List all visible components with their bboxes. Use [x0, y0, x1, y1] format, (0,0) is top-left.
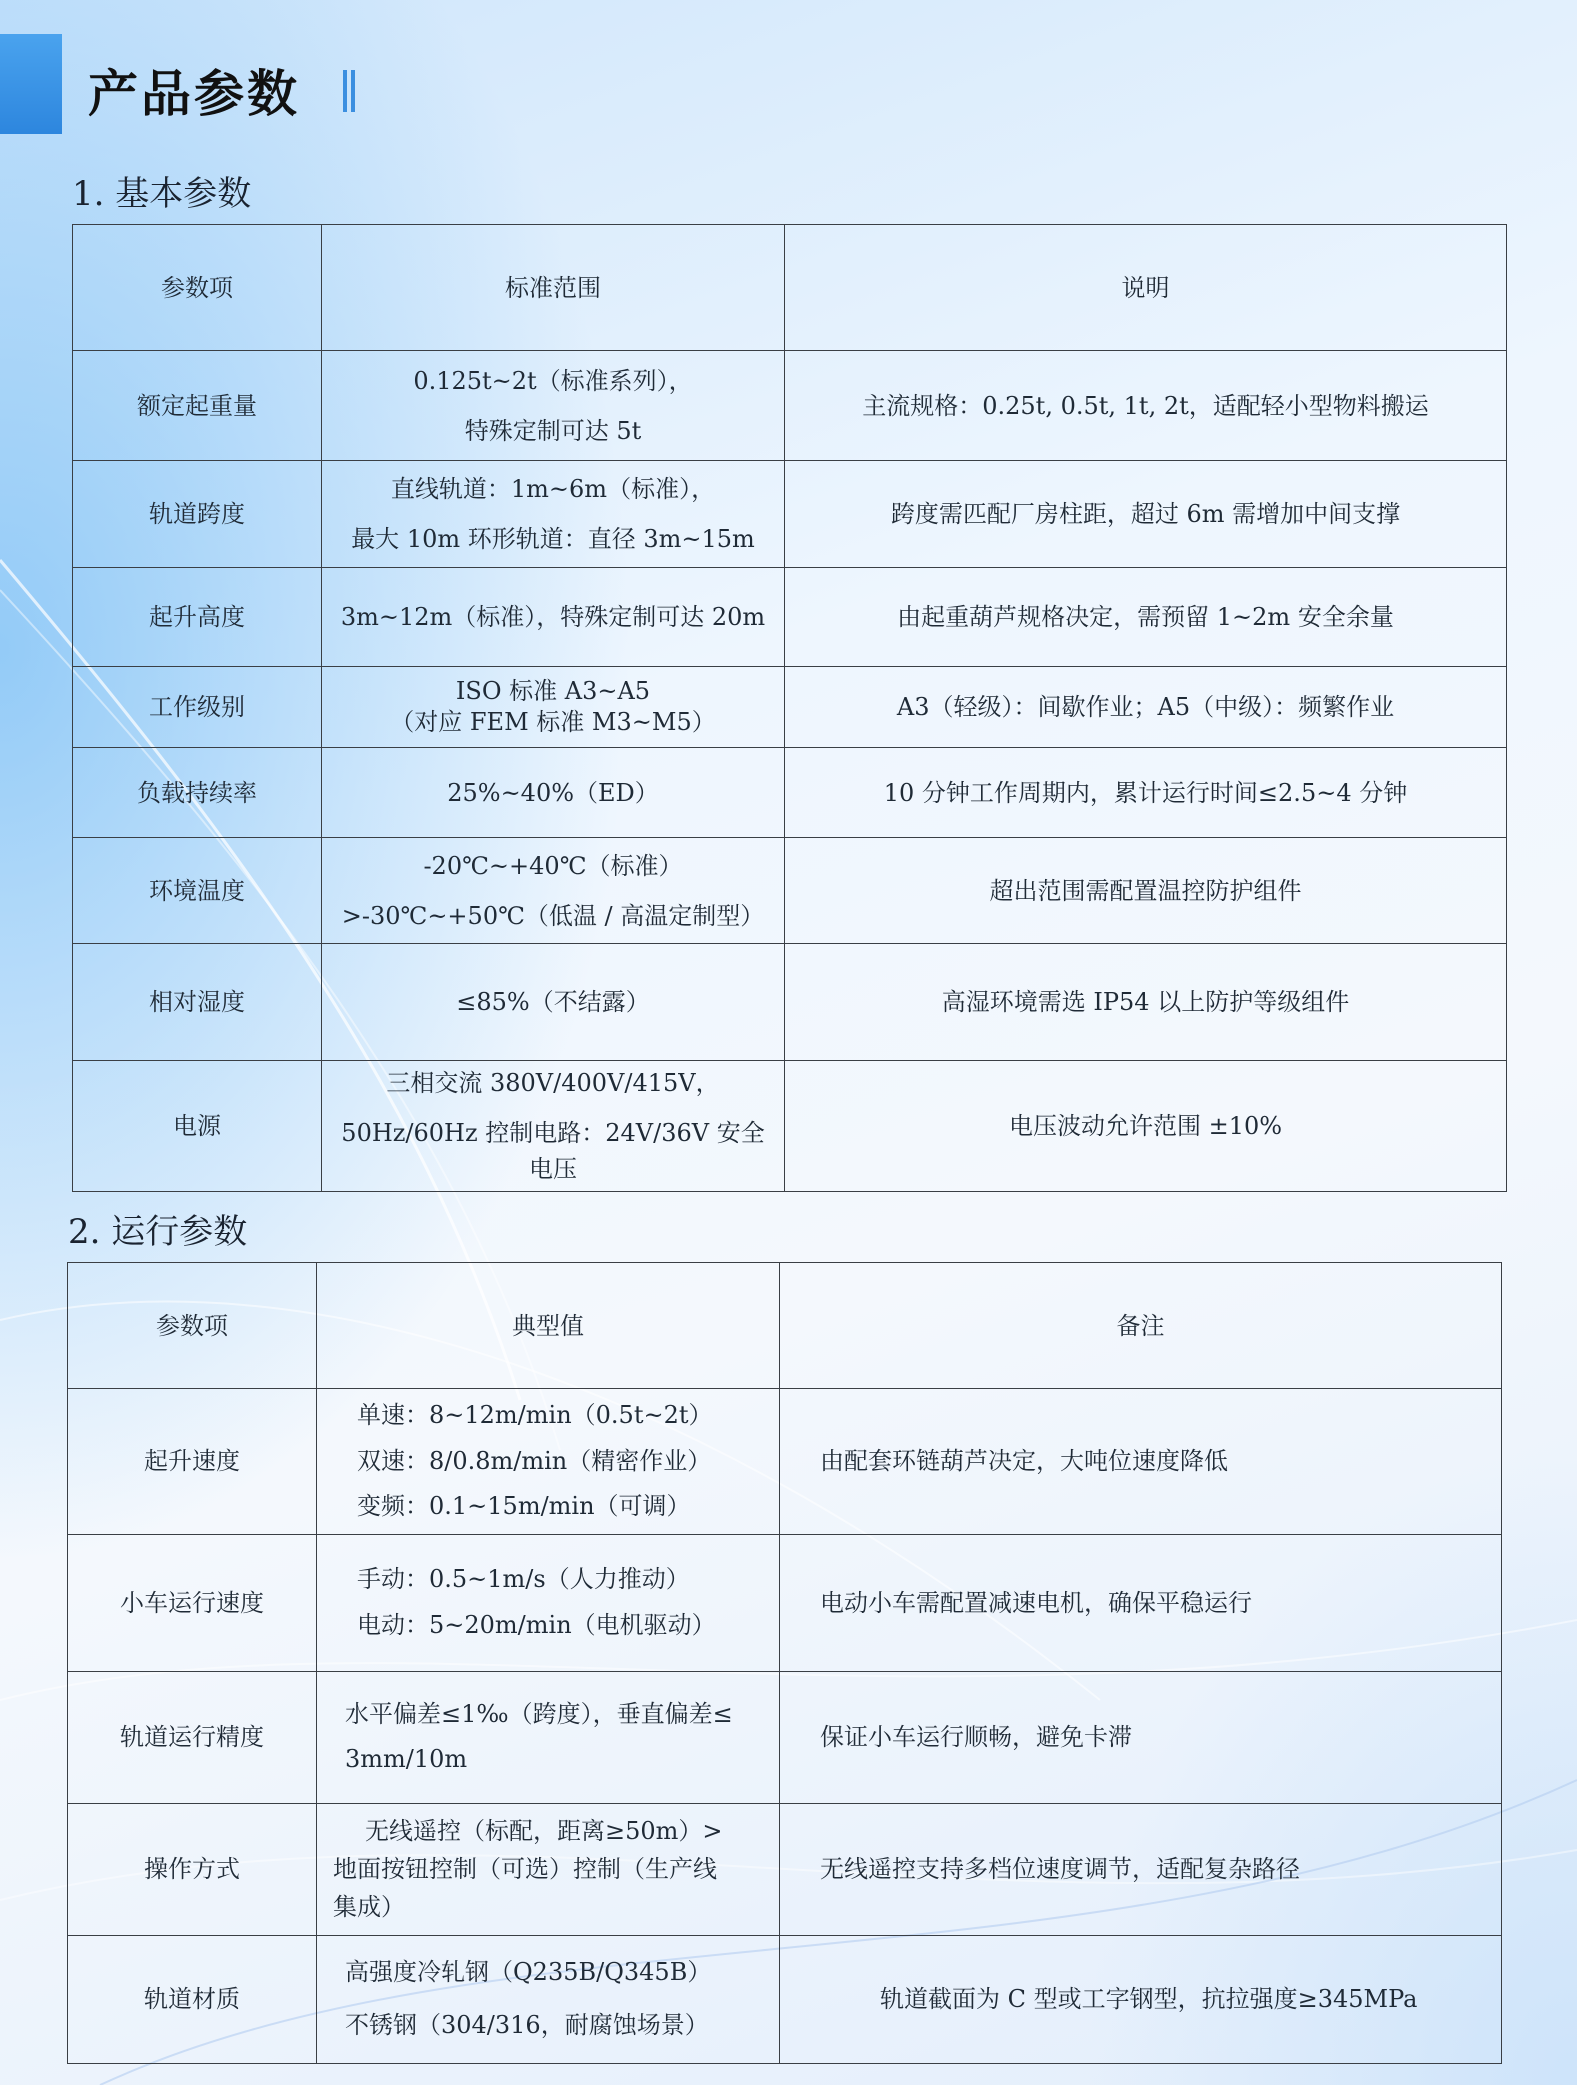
table-row: [68, 1534, 1502, 1671]
table-header-row: [73, 225, 1507, 351]
param-note: 跨度需匹配厂房柱距，超过 6m 需增加中间支撑: [785, 461, 1507, 568]
param-note: 高湿环境需选 IP54 以上防护等级组件: [785, 944, 1507, 1061]
title-accent-bar: [0, 34, 62, 134]
param-range: 直线轨道：1m~6m（标准）， 最大 10m 环形轨道：直径 3m~15m: [322, 461, 785, 568]
header-cell: 参数项: [68, 1263, 317, 1389]
table-row: [73, 838, 1507, 944]
header-cell: 典型值: [317, 1263, 780, 1389]
header-cell: 备注: [780, 1263, 1502, 1389]
param-note: 由配套环链葫芦决定，大吨位速度降低: [780, 1389, 1502, 1535]
param-value: 单速：8~12m/min（0.5t~2t） 双速：8/0.8m/min（精密作业） 变频：0.1~15m/min（可调）: [317, 1389, 780, 1535]
section-heading-operation: 2. 运行参数: [68, 1212, 248, 1252]
param-name: 额定起重量: [73, 351, 322, 461]
param-name: 电源: [73, 1061, 322, 1192]
param-value: 手动：0.5~1m/s（人力推动） 电动：5~20m/min（电机驱动）: [317, 1534, 780, 1671]
operation-params-table: [67, 1262, 1502, 2064]
param-note: 轨道截面为 C 型或工字钢型，抗拉强度≥345MPa: [780, 1935, 1502, 2063]
param-range: 25%~40%（ED）: [322, 748, 785, 838]
table-row: [73, 1061, 1507, 1192]
header-cell: 标准范围: [322, 225, 785, 351]
param-name: 起升高度: [73, 568, 322, 667]
page-title: 产品参数: [88, 65, 300, 123]
param-name: 小车运行速度: [68, 1534, 317, 1671]
param-note: 电压波动允许范围 ±10%: [785, 1061, 1507, 1192]
table-row: [68, 1935, 1502, 2063]
header-cell: 说明: [785, 225, 1507, 351]
param-note: A3（轻级）：间歇作业；A5（中级）：频繁作业: [785, 667, 1507, 748]
param-note: 由起重葫芦规格决定，需预留 1~2m 安全余量: [785, 568, 1507, 667]
title-divider-icon: [343, 70, 357, 112]
table-row: [68, 1803, 1502, 1935]
param-range: 0.125t~2t（标准系列）， 特殊定制可达 5t: [322, 351, 785, 461]
param-note: 电动小车需配置减速电机，确保平稳运行: [780, 1534, 1502, 1671]
param-note: 10 分钟工作周期内，累计运行时间≤2.5~4 分钟: [785, 748, 1507, 838]
section-heading-basic: 1. 基本参数: [72, 174, 252, 214]
param-value: 高强度冷轧钢（Q235B/Q345B） 不锈钢（304/316，耐腐蚀场景）: [317, 1935, 780, 2063]
table-header-row: [68, 1263, 1502, 1389]
table-row: [68, 1671, 1502, 1803]
param-name: 轨道运行精度: [68, 1671, 317, 1803]
param-name: 工作级别: [73, 667, 322, 748]
param-range: ≤85%（不结露）: [322, 944, 785, 1061]
basic-params-table: [72, 224, 1507, 1192]
table-row: [73, 568, 1507, 667]
param-name: 环境温度: [73, 838, 322, 944]
param-note: 主流规格：0.25t, 0.5t, 1t, 2t，适配轻小型物料搬运: [785, 351, 1507, 461]
param-name: 轨道材质: [68, 1935, 317, 2063]
param-note: 无线遥控支持多档位速度调节，适配复杂路径: [780, 1803, 1502, 1935]
param-range: -20℃~+40℃（标准） >-30℃~+50℃（低温 / 高温定制型）: [322, 838, 785, 944]
param-value: 无线遥控（标配，距离≥50m）> 地面按钮控制（可选）控制（生产线 集成）: [317, 1803, 780, 1935]
table-row: [73, 748, 1507, 838]
header-cell: 参数项: [73, 225, 322, 351]
param-range: 3m~12m（标准），特殊定制可达 20m: [322, 568, 785, 667]
param-name: 负载持续率: [73, 748, 322, 838]
param-value: 水平偏差≤1‰（跨度），垂直偏差≤ 3mm/10m: [317, 1671, 780, 1803]
param-note: 保证小车运行顺畅，避免卡滞: [780, 1671, 1502, 1803]
param-name: 相对湿度: [73, 944, 322, 1061]
table-row: [73, 351, 1507, 461]
param-name: 起升速度: [68, 1389, 317, 1535]
param-note: 超出范围需配置温控防护组件: [785, 838, 1507, 944]
table-row: [73, 944, 1507, 1061]
param-name: 轨道跨度: [73, 461, 322, 568]
param-range: ISO 标准 A3~A5 （对应 FEM 标准 M3~M5）: [322, 667, 785, 748]
param-name: 操作方式: [68, 1803, 317, 1935]
table-row: [73, 667, 1507, 748]
table-row: [68, 1389, 1502, 1535]
table-row: [73, 461, 1507, 568]
param-range: 三相交流 380V/400V/415V， 50Hz/60Hz 控制电路：24V/36V 安全电压: [322, 1061, 785, 1192]
